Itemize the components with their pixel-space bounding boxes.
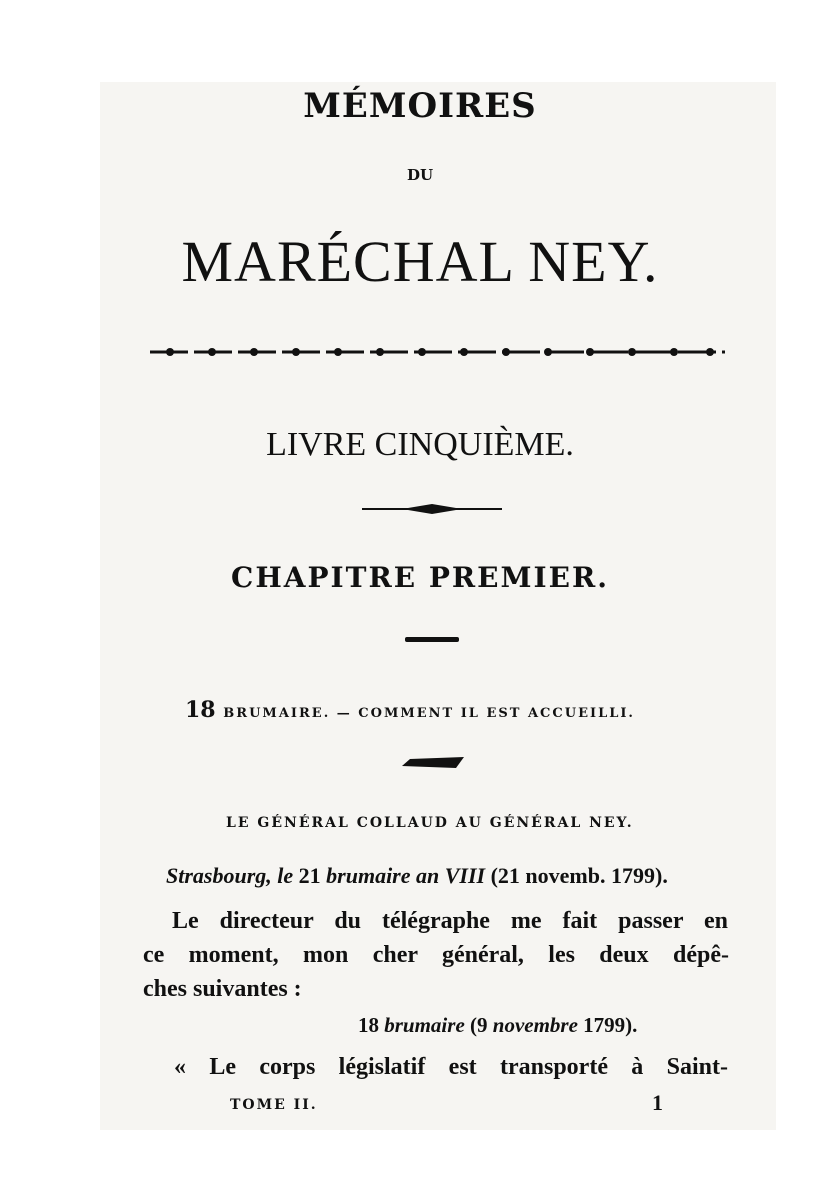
decorative-divider-icon xyxy=(362,502,502,516)
decorative-rule-ornament xyxy=(150,345,725,359)
livre-heading: LIVRE CINQUIÈME. xyxy=(266,426,574,463)
dispatch-date-year: 1799). xyxy=(577,1013,638,1037)
footer-tome: TOME II. xyxy=(230,1097,318,1113)
chapter-summary xyxy=(185,697,635,723)
dateline-place: Strasbourg, le xyxy=(166,863,299,888)
dispatch-date-month2: novembre xyxy=(492,1013,578,1037)
dateline-day: 21 xyxy=(298,863,321,888)
body-line-2: ce moment, mon cher général, les deux dépê- xyxy=(143,942,729,968)
body-line-3: ches suivantes : xyxy=(143,976,302,1002)
page-number: 1 xyxy=(652,1090,663,1115)
book-title-memoires: MÉMOIRES xyxy=(303,86,537,126)
letter-heading: LE GÉNÉRAL COLLAUD AU GÉNÉRAL NEY. xyxy=(226,815,634,831)
body-line-1: Le directeur du télégraphe me fait passer en xyxy=(172,908,728,934)
summary-text: BRUMAIRE. — COMMENT IL EST ACCUEILLI. xyxy=(223,706,635,721)
chapter-heading: CHAPITRE PREMIER. xyxy=(231,561,609,594)
wedge-rule-icon xyxy=(402,756,464,770)
summary-number: 18 xyxy=(185,697,216,723)
dispatch-date-paren: (9 xyxy=(464,1013,493,1037)
dateline-paren: (21 novemb. 1799). xyxy=(490,863,668,888)
short-rule xyxy=(405,637,459,642)
book-title-marechal-ney: MARÉCHAL NEY. xyxy=(181,229,659,294)
book-title-du: DU xyxy=(406,166,434,184)
dispatch-date-num: 18 xyxy=(358,1013,385,1037)
quote-line: « Le corps législatif est transporté à Saint- xyxy=(174,1054,728,1080)
dispatch-date xyxy=(358,1013,637,1038)
dispatch-date-month: brumaire xyxy=(384,1013,465,1037)
letter-dateline xyxy=(166,863,668,889)
dateline-rest: brumaire an VIII xyxy=(320,863,491,888)
